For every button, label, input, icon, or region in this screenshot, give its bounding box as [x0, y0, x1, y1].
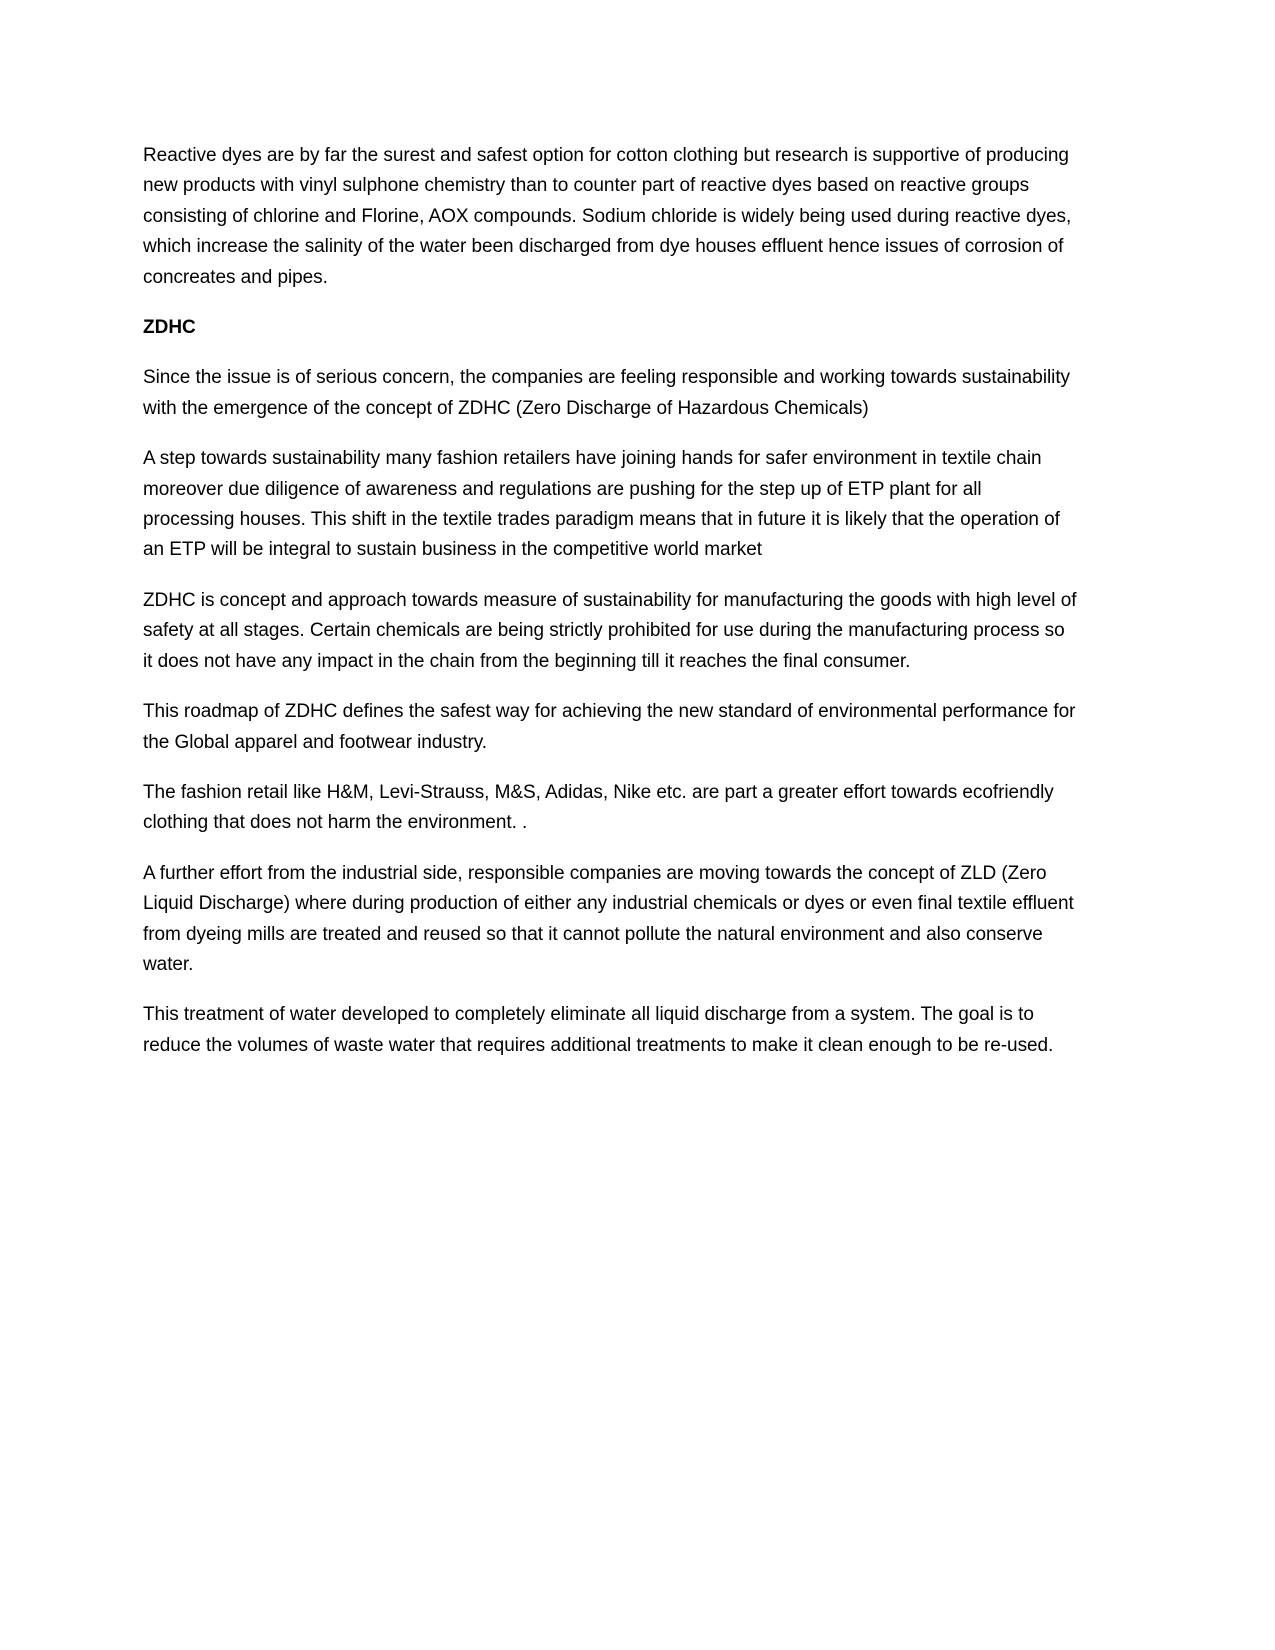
paragraph-zdhc-roadmap: This roadmap of ZDHC defines the safest way for achieving the new standard of environmental performance for the Global apparel and footwear industry.: [143, 701, 1076, 753]
paragraph-zdhc-concept: ZDHC is concept and approach towards measure of sustainability for manufacturing the goods with high level of safety at all stages. Certain chemicals are being strictly prohibited for use during the manufacturing process so it does not have any impact in the chain from the beginning till it reaches the final consumer.: [143, 589, 1077, 672]
paragraph-zld: A further effort from the industrial side, responsible companies are moving towards the concept of ZLD (Zero Liquid Discharge) where during production of either any industrial chemicals or dyes or even final textile effluent from dyeing mills are treated and reused so that it cannot pollute the natural environment and also conserve water.: [143, 862, 1074, 975]
document-body: [143, 141, 1078, 1081]
section-heading-zdhc: ZDHC: [143, 317, 196, 339]
paragraph-fashion-retail: The fashion retail like H&M, Levi-Strauss, M&S, Adidas, Nike etc. are part a greater effort towards ecofriendly clothing that does not harm the environment. .: [143, 781, 1054, 834]
paragraph-reactive-dyes: Reactive dyes are by far the surest and safest option for cotton clothing but research is supportive of producing new products with vinyl sulphone chemistry than to counter part of reactive dyes based on reactive groups consisting of chlorine and Florine, AOX compounds. Sodium chloride is widely being used during reactive dyes, which increase the salinity of the water been discharged from dye houses effluent hence issues of corrosion of concreates and pipes.: [143, 145, 1072, 288]
paragraph-step-towards-sustainability: A step towards sustainability many fashion retailers have joining hands for safer environment in textile chain moreover due diligence of awareness and regulations are pushing for the step up of ETP plant for all processing houses. This shift in the textile trades paradigm means that in future it is likely that the operation of an ETP will be integral to sustain business in the competitive world market: [143, 448, 1060, 561]
paragraph-water-treatment: This treatment of water developed to completely eliminate all liquid discharge from a system. The goal is to reduce the volumes of waste water that requires additional treatments to make it clean enough to be re-used.: [143, 1004, 1054, 1056]
paragraph-serious-concern: Since the issue is of serious concern, the companies are feeling responsible and working towards sustainability with the emergence of the concept of ZDHC (Zero Discharge of Hazardous Chemicals): [143, 367, 1071, 419]
